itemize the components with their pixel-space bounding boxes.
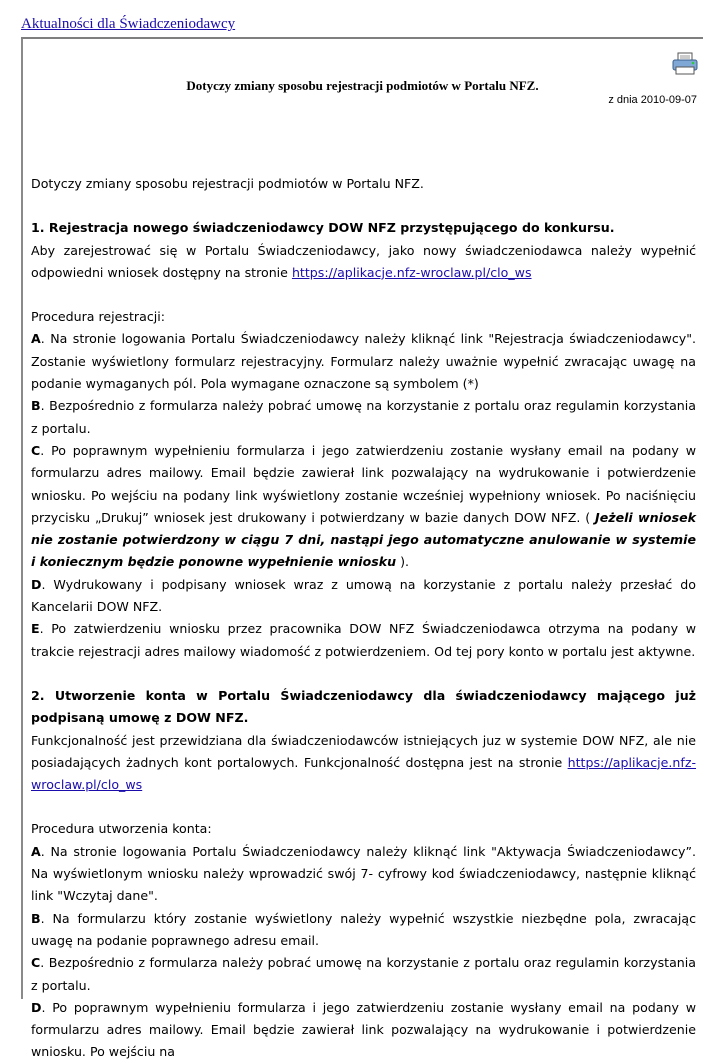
- section2-text: Funkcjonalność jest przewidziana dla świadczeniodawców istniejących juz w systemie DOW NFZ, ale nie posiadających żadnych kont portalowych. Funkcjonalność dostępna jest na stronie https://aplikacje.nfz-wroclaw.pl/clo_ws: [31, 732, 696, 793]
- top-divider: [21, 37, 703, 39]
- procedure2-label: Procedura utworzenia konta:: [31, 821, 212, 837]
- portal-link[interactable]: https://aplikacje.nfz-wroclaw.pl/clo_ws: [291, 264, 532, 280]
- portal-link[interactable]: https://aplikacje.nfz-wroclaw.pl/clo_ws: [31, 754, 696, 793]
- step-a: A. Na stronie logowania Portalu Świadczeniodawcy należy kliknąć link "Rejestracja świadczeniodawcy". Zostanie wyświetlony formularz rejestracyjny. Formularz należy uważnie wypełnić zwracając uwagę na podanie wymaganych pól. Pola wymagane oznaczone są symbolem (*): [31, 331, 696, 392]
- document-title: Dotyczy zmiany sposobu rejestracji podmiotów w Portalu NFZ.: [186, 78, 539, 93]
- section-link[interactable]: Aktualności dla Świadczeniodawcy: [21, 16, 236, 32]
- section1-text: Aby zarejestrować się w Portalu Świadczeniodawcy, jako nowy świadczeniodawca należy wypełnić odpowiedni wniosek dostępny na stronie https://aplikacje.nfz-wroclaw.pl/clo_ws: [31, 242, 696, 280]
- step-d: D. Wydrukowany i podpisany wniosek wraz z umową na korzystanie z portalu należy przesłać do Kancelarii DOW NFZ.: [31, 576, 696, 615]
- step-a: A. Na stronie logowania Portalu Świadczeniodawcy należy kliknąć link "Aktywacja Świadczeniodawcy”. Na wyświetlonym wniosku należy wprowadzić swój 7- cyfrowy kod świadczeniodawcy, następnie kliknąć link "Wczytaj dane".: [31, 843, 696, 904]
- step-c: C. Bezpośrednio z formularza należy pobrać umowę na korzystanie z portalu oraz regulamin korzystania z portalu.: [31, 955, 696, 993]
- step-b: B. Bezpośrednio z formularza należy pobrać umowę na korzystanie z portalu oraz regulamin korzystania z portalu.: [31, 398, 696, 436]
- step-e: E. Po zatwierdzeniu wniosku przez pracownika DOW NFZ Świadczeniodawca otrzyma na podany w trakcie rejestracji adres mailowy wiadomość z potwierdzeniem. Od tej pory konto w portalu jest aktywne.: [31, 621, 696, 659]
- article-body: [31, 173, 696, 1064]
- warning-text: Jeżeli wniosek nie zostanie potwierdzony w ciągu 7 dni, nastąpi jego automatyczne anulowanie w systemie i koniecznym będzie ponowne wypełnienie wniosku: [31, 509, 696, 570]
- section1-heading: 1. Rejestracja nowego świadczeniodawcy DOW NFZ przystępującego do konkursu.: [31, 220, 615, 236]
- article-intro: Dotyczy zmiany sposobu rejestracji podmiotów w Portalu NFZ.: [31, 176, 424, 191]
- document-date: z dnia 2010-09-07: [608, 94, 697, 106]
- section2-heading: 2. Utworzenie konta w Portalu Świadczeniodawcy dla świadczeniodawcy mającego już podpisaną umowę z DOW NFZ.: [31, 687, 696, 726]
- step-b: B. Na formularzu który zostanie wyświetlony należy wypełnić wszystkie niezbędne pola, zwracając uwagę na podanie poprawnego adresu email.: [31, 910, 696, 948]
- printer-icon[interactable]: [672, 52, 698, 76]
- left-border: [21, 39, 23, 999]
- step-d: D. Po poprawnym wypełnieniu formularza i jego zatwierdzeniu zostanie wysłany email na podany w formularzu adres mailowy. Email będzie zawierał link pozwalający na wydrukowanie i potwierdzenie wniosku. Po wejściu na: [31, 999, 696, 1060]
- procedure1-label: Procedura rejestracji:: [31, 309, 165, 325]
- step-c: C. Po poprawnym wypełnieniu formularza i jego zatwierdzeniu zostanie wysłany email na podany w formularzu adres mailowy. Email będzie zawierał link pozwalający na wydrukowanie i potwierdzenie wniosku. Po wejściu na podany link wyświetlony zostanie wcześniej wypełniony wniosek. Po naciśnięciu przycisku „Drukuj” wniosek jest drukowany i potwierdzany w bazie danych DOW NFZ. ( Jeżeli wniosek nie zostanie potwierdzony w ciągu 7 dni, nastąpi jego automatyczne anulowanie w systemie i koniecznym będzie ponowne wypełnienie wniosku ).: [31, 442, 696, 570]
